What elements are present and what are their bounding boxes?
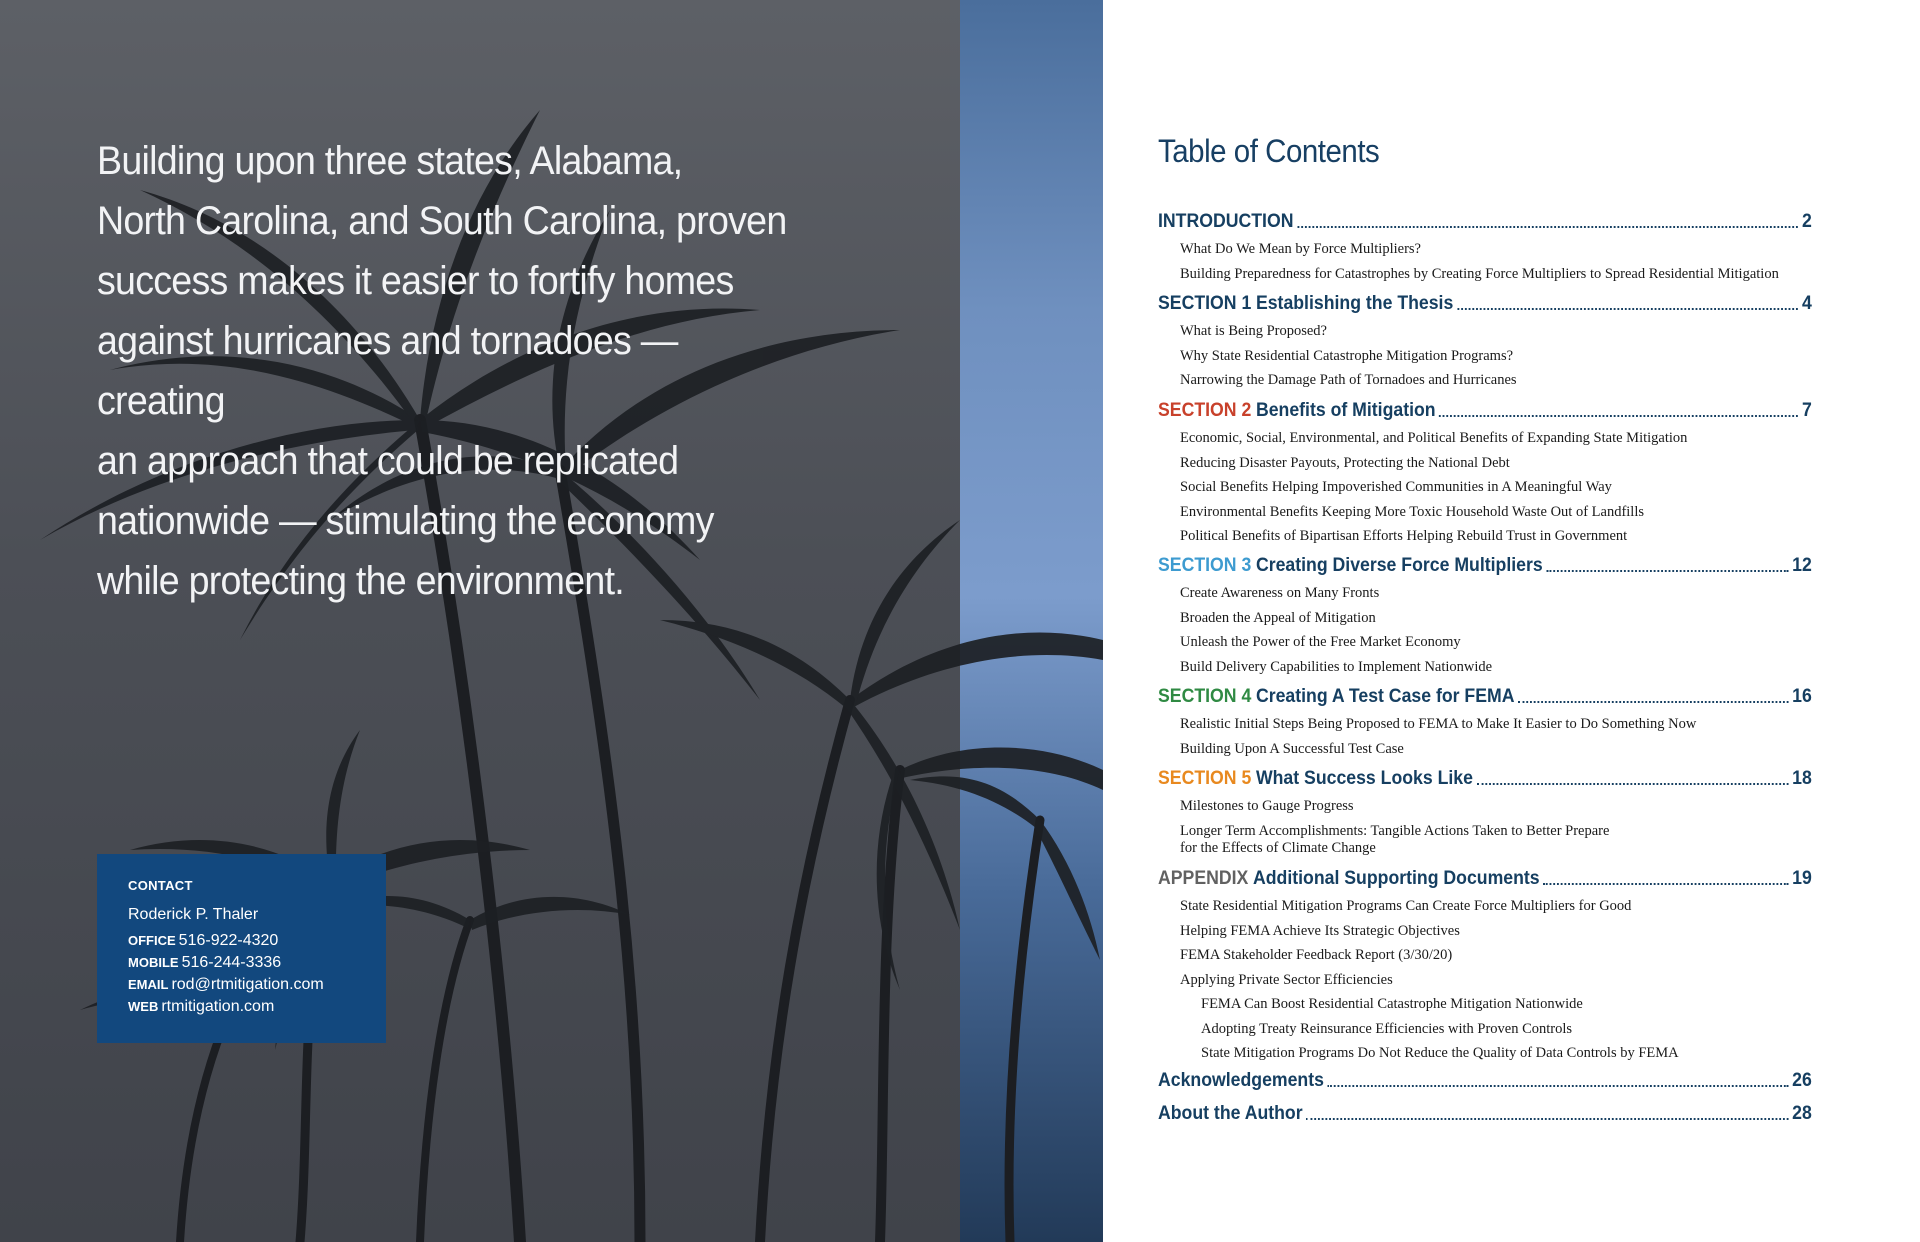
table-of-contents-page	[1103, 0, 1920, 1242]
section-title: Acknowledgements	[1158, 1070, 1324, 1091]
dot-leader	[1297, 226, 1798, 228]
toc-heading-content	[1158, 1070, 1812, 1092]
toc-subentry[interactable]: for the Effects of Climate Change	[1180, 840, 1376, 856]
quote-line: nationwide — stimulating the economy	[97, 499, 714, 543]
toc-subentry[interactable]: Broaden the Appeal of Mitigation	[1180, 609, 1376, 626]
toc-title: Table of Contents	[1158, 133, 1380, 169]
contact-heading: CONTACT	[128, 878, 193, 893]
toc-heading-label	[1158, 555, 1543, 577]
toc-heading-label	[1158, 868, 1540, 890]
page-number: 16	[1792, 686, 1812, 707]
quote-line: success makes it easier to fortify homes	[97, 259, 734, 303]
dot-leader	[1543, 883, 1788, 885]
section-number: SECTION 2	[1158, 400, 1252, 421]
toc-heading-content	[1158, 686, 1812, 708]
toc-subentry[interactable]: Narrowing the Damage Path of Tornadoes and Hurricanes	[1180, 372, 1517, 388]
page-number: 19	[1792, 868, 1812, 889]
page-number: 12	[1792, 555, 1812, 576]
toc-heading-content	[1158, 211, 1812, 233]
section-number: APPENDIX	[1158, 868, 1249, 889]
section-title: Benefits of Mitigation	[1255, 400, 1436, 421]
quote-line: while protecting the environment.	[97, 559, 624, 603]
dot-leader	[1518, 701, 1788, 703]
contact-office	[128, 932, 386, 954]
toc-subentry[interactable]: Milestones to Gauge Progress	[1180, 798, 1354, 814]
toc-subentry[interactable]: Longer Term Accomplishments: Tangible Actions Taken to Better Prepare	[1180, 822, 1610, 839]
toc-subentry[interactable]: Political Benefits of Bipartisan Efforts Helping Rebuild Trust in Government	[1180, 528, 1628, 544]
toc-heading-label	[1158, 211, 1293, 233]
toc-heading-content	[1158, 868, 1812, 890]
section-title: About the Author	[1158, 1103, 1303, 1124]
toc-heading-content	[1158, 1103, 1812, 1125]
email-link[interactable]: rod@rtmitigation.com	[171, 976, 324, 993]
section-number: SECTION 1	[1158, 293, 1252, 314]
quote-line: Building upon three states, Alabama,	[97, 139, 683, 183]
contact-box	[97, 854, 386, 1043]
dot-leader	[1457, 308, 1798, 310]
contact-web	[128, 998, 386, 1020]
toc-subentry[interactable]: Helping FEMA Achieve Its Strategic Objectives	[1180, 922, 1460, 939]
dot-leader	[1439, 415, 1798, 417]
quote-line: an approach that could be replicated	[97, 439, 679, 483]
toc-subentry[interactable]: Applying Private Sector Efficiencies	[1180, 971, 1393, 988]
contact-mobile	[128, 954, 386, 976]
section-number: SECTION 4	[1158, 686, 1252, 707]
toc-subentry[interactable]: Create Awareness on Many Fronts	[1180, 585, 1380, 601]
toc-heading-label	[1158, 400, 1436, 422]
quote-line: North Carolina, and South Carolina, proven	[97, 199, 787, 243]
toc-heading-label	[1158, 1103, 1303, 1125]
dot-leader	[1328, 1085, 1789, 1087]
quote-line: against hurricanes and tornadoes — creating	[97, 319, 678, 423]
office-label: OFFICE	[128, 933, 176, 948]
toc-subentry[interactable]: FEMA Can Boost Residential Catastrophe Mitigation Nationwide	[1201, 996, 1583, 1012]
toc-subentry[interactable]: Why State Residential Catastrophe Mitigation Programs?	[1180, 347, 1514, 364]
toc-subentry[interactable]: Realistic Initial Steps Being Proposed to FEMA to Make It Easier to Do Something Now	[1180, 716, 1697, 732]
toc-heading[interactable]	[1158, 551, 1861, 577]
contact-name: Roderick P. Thaler	[128, 906, 259, 923]
toc-heading-label	[1158, 768, 1473, 790]
page-number: 7	[1801, 400, 1812, 421]
toc-subentry[interactable]: Reducing Disaster Payouts, Protecting the National Debt	[1180, 454, 1510, 471]
section-title: Creating Diverse Force Multipliers	[1255, 555, 1543, 576]
toc-heading-label	[1158, 293, 1453, 315]
section-number: SECTION 5	[1158, 768, 1252, 789]
section-title: Creating A Test Case for FEMA	[1255, 686, 1515, 707]
office-phone[interactable]: 516-922-4320	[178, 932, 279, 949]
email-label: EMAIL	[128, 977, 169, 992]
toc-subentry[interactable]: What is Being Proposed?	[1180, 323, 1327, 339]
section-title: Establishing the Thesis	[1255, 293, 1454, 314]
toc-heading-content	[1158, 293, 1812, 315]
section-title: Additional Supporting Documents	[1252, 868, 1540, 889]
toc-heading[interactable]	[1158, 289, 1861, 315]
toc-heading-label	[1158, 1070, 1324, 1092]
toc-subentry[interactable]: Build Delivery Capabilities to Implement Nationwide	[1180, 658, 1493, 675]
toc-subentry[interactable]: What Do We Mean by Force Multipliers?	[1180, 241, 1421, 257]
toc-subentry[interactable]: Social Benefits Helping Impoverished Communities in A Meaningful Way	[1180, 479, 1612, 495]
toc-subentry[interactable]: State Mitigation Programs Do Not Reduce the Quality of Data Controls by FEMA	[1201, 1045, 1679, 1061]
toc-heading-content	[1158, 555, 1812, 577]
web-label: WEB	[128, 999, 159, 1014]
dot-leader	[1306, 1118, 1788, 1120]
toc-heading-content	[1158, 768, 1812, 790]
section-title: INTRODUCTION	[1158, 211, 1294, 232]
toc-subentry[interactable]: Building Preparedness for Catastrophes by Creating Force Multipliers to Spread Residential Mitigation	[1180, 265, 1779, 282]
toc-subentry[interactable]: Economic, Social, Environmental, and Political Benefits of Expanding State Mitigation	[1180, 430, 1688, 446]
mobile-label: MOBILE	[128, 955, 179, 970]
toc-subentry[interactable]: Unleash the Power of the Free Market Economy	[1180, 634, 1461, 650]
toc-heading[interactable]	[1158, 864, 1861, 890]
mobile-phone[interactable]: 516-244-3336	[181, 954, 282, 971]
page-number: 18	[1792, 768, 1812, 789]
dot-leader	[1477, 783, 1789, 785]
toc-heading[interactable]	[1158, 396, 1861, 422]
section-title: What Success Looks Like	[1255, 768, 1473, 789]
toc-subentry[interactable]: Building Upon A Successful Test Case	[1180, 740, 1404, 757]
toc-heading[interactable]	[1158, 1066, 1861, 1092]
toc-heading[interactable]	[1158, 764, 1861, 790]
toc-heading[interactable]	[1158, 207, 1861, 233]
contact-email	[128, 976, 386, 998]
page-number: 2	[1801, 211, 1812, 232]
section-number: SECTION 3	[1158, 555, 1252, 576]
page-number: 28	[1792, 1103, 1812, 1124]
page-number: 4	[1801, 293, 1812, 314]
toc-heading-label	[1158, 686, 1514, 708]
toc-subentry[interactable]: Adopting Treaty Reinsurance Efficiencies with Proven Controls	[1201, 1020, 1573, 1037]
cover-quote	[97, 131, 811, 611]
toc-subentry[interactable]: FEMA Stakeholder Feedback Report (3/30/20)	[1180, 947, 1453, 963]
dot-leader	[1546, 570, 1788, 572]
toc-heading-content	[1158, 400, 1812, 422]
toc-subentry[interactable]: State Residential Mitigation Programs Can Create Force Multipliers for Good	[1180, 898, 1632, 914]
website-link[interactable]: rtmitigation.com	[161, 998, 275, 1015]
toc-subentry[interactable]: Environmental Benefits Keeping More Toxic Household Waste Out of Landfills	[1180, 503, 1645, 520]
toc-heading[interactable]	[1158, 1099, 1861, 1125]
page-number: 26	[1792, 1070, 1812, 1091]
toc-heading[interactable]	[1158, 682, 1861, 708]
